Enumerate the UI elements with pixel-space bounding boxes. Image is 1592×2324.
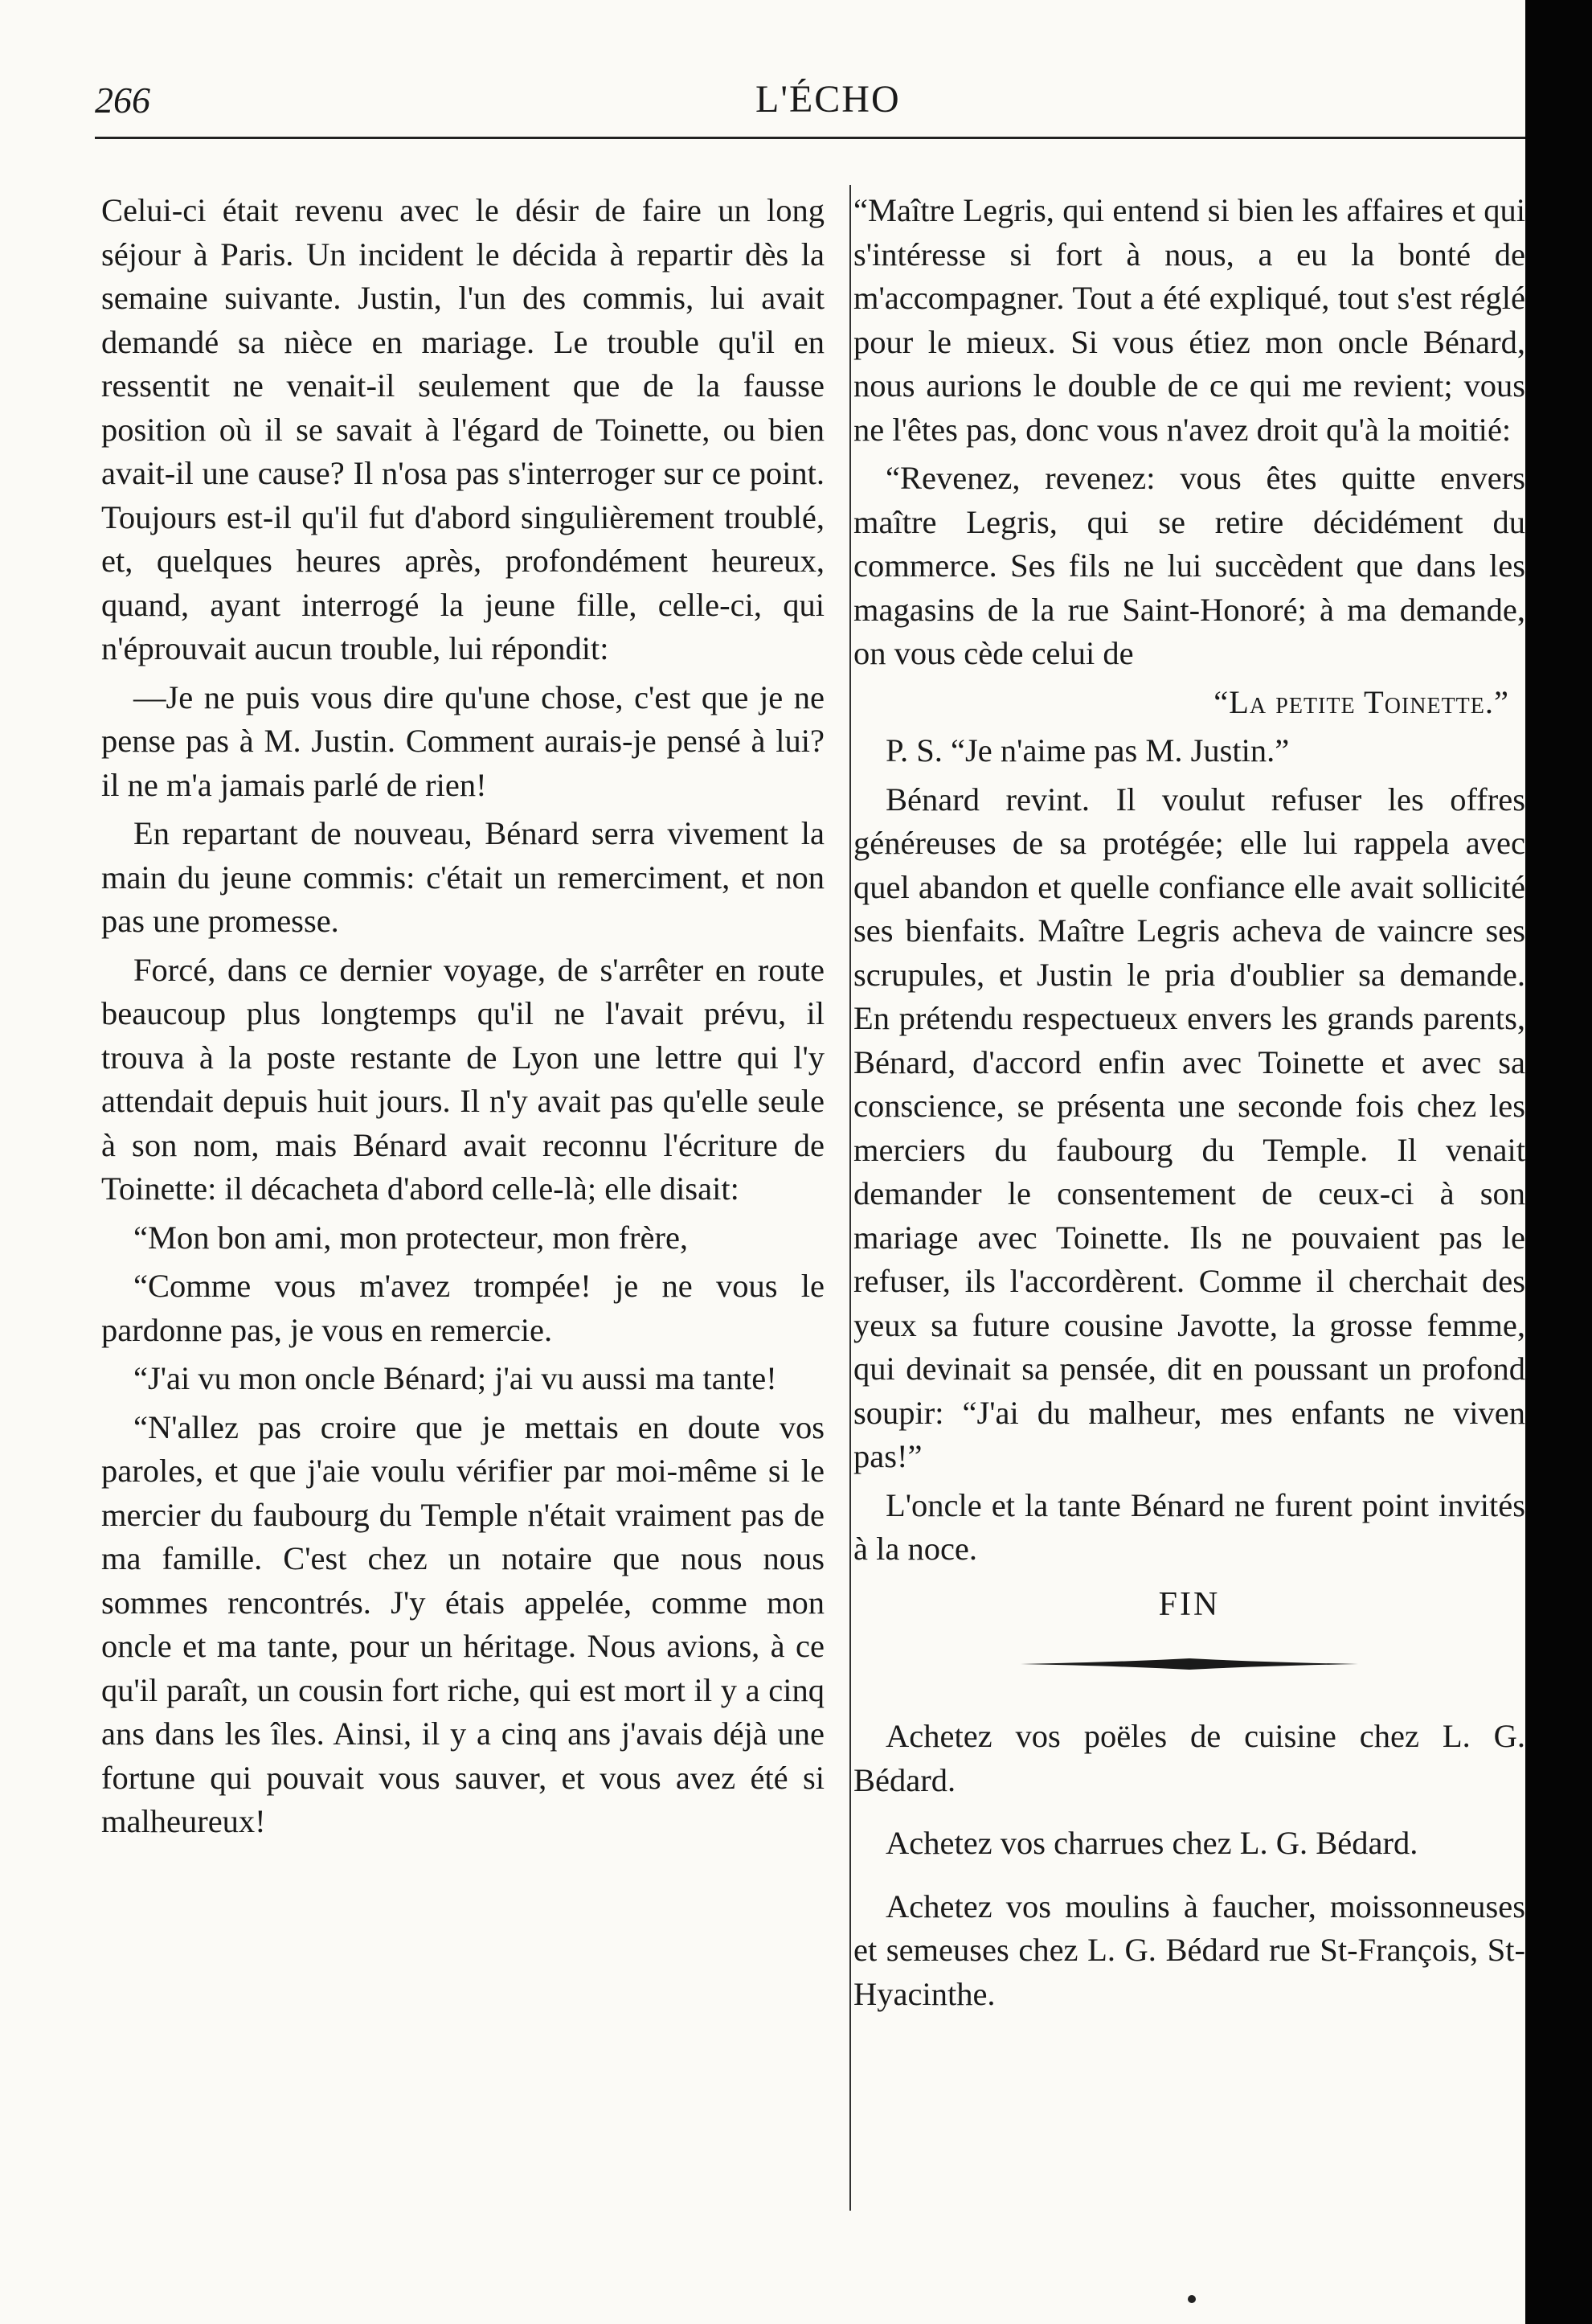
advertisements [853,1715,1525,2016]
paragraph: “N'allez pas croire que je mettais en doute vos paroles, et que j'aie voulu vérifier par moi-même si le mercier du faubourg du Temple n'était vraiment pas de ma famille. C'est chez un notaire que nous nous sommes rencontrés. J'y étais appelée, comme mon oncle et ma tante, pour un héritage. Nous avions, à ce qu'il paraît, un cousin fort riche, qui est mort il y a cinq ans dans les îles. Ainsi, il y a cinq ans j'avais déjà une fortune qui pouvait vous sauver, et vous avez été si malheureux! [101,1408,825,1839]
page-edge-shadow [1525,0,1592,2324]
paragraph: “Mon bon ami, mon protecteur, mon frère, [133,1219,689,1256]
column-divider [849,185,851,2211]
advertisement: Achetez vos poëles de cuisine chez L. G. Bédard. [853,1718,1525,1798]
paragraph: “Maître Legris, qui entend si bien les affaires et qui s'intéresse si fort à nous, a eu la bonté de m'accompagner. Tout a été expliqué, tout s'est réglé pour le mieux. Si vous étiez mon oncle Bénard, nous aurions le double de ce qui me revient; vous ne l'êtes pas, donc vous n'avez droit qu'à la moitié: [853,192,1525,448]
header-rule [95,137,1525,139]
fin-label: FIN [1158,1585,1221,1623]
letter-signature: “La petite Toinette.” [1213,683,1509,720]
advertisement: Achetez vos moulins à faucher, moissonneuses et semeuses chez L. G. Bédard rue St-François, St-Hyacinthe. [853,1887,1525,2012]
paragraph: Bénard revint. Il voulut refuser les offres généreuses de sa protégée; elle lui rappela avec quel abandon et quelle confiance elle avait sollicité ses bienfaits. Maître Legris acheva de vaincre ses scrupules, et Justin le pria d'oublier sa demande. En prétendu respectueux envers les grands parents, Bénard, d'accord enfin avec Toinette et avec sa conscience, se présenta une seconde fois chez les merciers du faubourg du Temple. Il venait demander le consentement de ceux-ci à son mariage avec Toinette. Ils ne pouvaient pas le refuser, ils l'accordèrent. Comme il cherchait des yeux sa future cousine Javotte, la grosse femme, qui devinait sa pensée, dit en poussant un profond soupir: “J'ai du malheur, mes enfants ne viven pas!” [853,781,1525,1474]
postscript: P. S. “Je n'aime pas M. Justin.” [886,732,1290,769]
ink-dot [1188,2295,1196,2303]
running-head: L'ÉCHO [755,78,901,121]
page-number: 266 [95,80,150,121]
paragraph: Celui-ci était revenu avec le désir de faire un long séjour à Paris. Un incident le décida à repartir dès la semaine suivante. Justin, l'un des commis, lui avait demandé sa nièce en mariage. Le trouble qu'il en ressentit ne venait-il seulement que de la fausse position où il se savait à l'égard de Toinette, ou bien avait-il une cause? Il n'osa pas s'interroger sur ce point. Toujours est-il qu'il fut d'abord singulièrement troublé, et, quelques heures après, profondément heureux, quand, ayant interrogé la jeune fille, celle-ci, qui n'éprouvait aucun trouble, lui répondit: [101,192,825,666]
ornament-rule-icon [1021,1658,1358,1670]
right-column [853,189,1525,2035]
left-column [101,189,825,1849]
paragraph: “Comme vous m'avez trompée! je ne vous le pardonne pas, je vous en remercie. [101,1268,825,1348]
paragraph: L'oncle et la tante Bénard ne furent point invités à la noce. [853,1486,1525,1567]
advertisement: Achetez vos charrues chez L. G. Bédard. [886,1825,1418,1861]
paragraph: Forcé, dans ce dernier voyage, de s'arrêter en route beaucoup plus longtemps qu'il ne l'avait prévu, il trouva à la poste restante de Lyon une lettre qui l'y attendait depuis huit jours. Il n'y avait pas qu'elle seule à son nom, mais Bénard avait reconnu l'écriture de Toinette: il décacheta d'abord celle-là; elle disait: [101,951,825,1207]
paragraph: “Revenez, revenez: vous êtes quitte envers maître Legris, qui se retire décidément du commerce. Ses fils ne lui succèdent que dans les magasins de la rue Saint-Honoré; à ma demande, on vous cède celui de [853,460,1525,671]
paragraph: En repartant de nouveau, Bénard serra vivement la main du jeune commis: c'était un remerciment, et non pas une promesse. [101,815,825,939]
paragraph: “J'ai vu mon oncle Bénard; j'ai vu aussi ma tante! [133,1360,777,1396]
paragraph: —Je ne puis vous dire qu'une chose, c'est que je ne pense pas à M. Justin. Comment aurais-je pensé à lui? il ne m'a jamais parlé de rien! [101,678,825,803]
